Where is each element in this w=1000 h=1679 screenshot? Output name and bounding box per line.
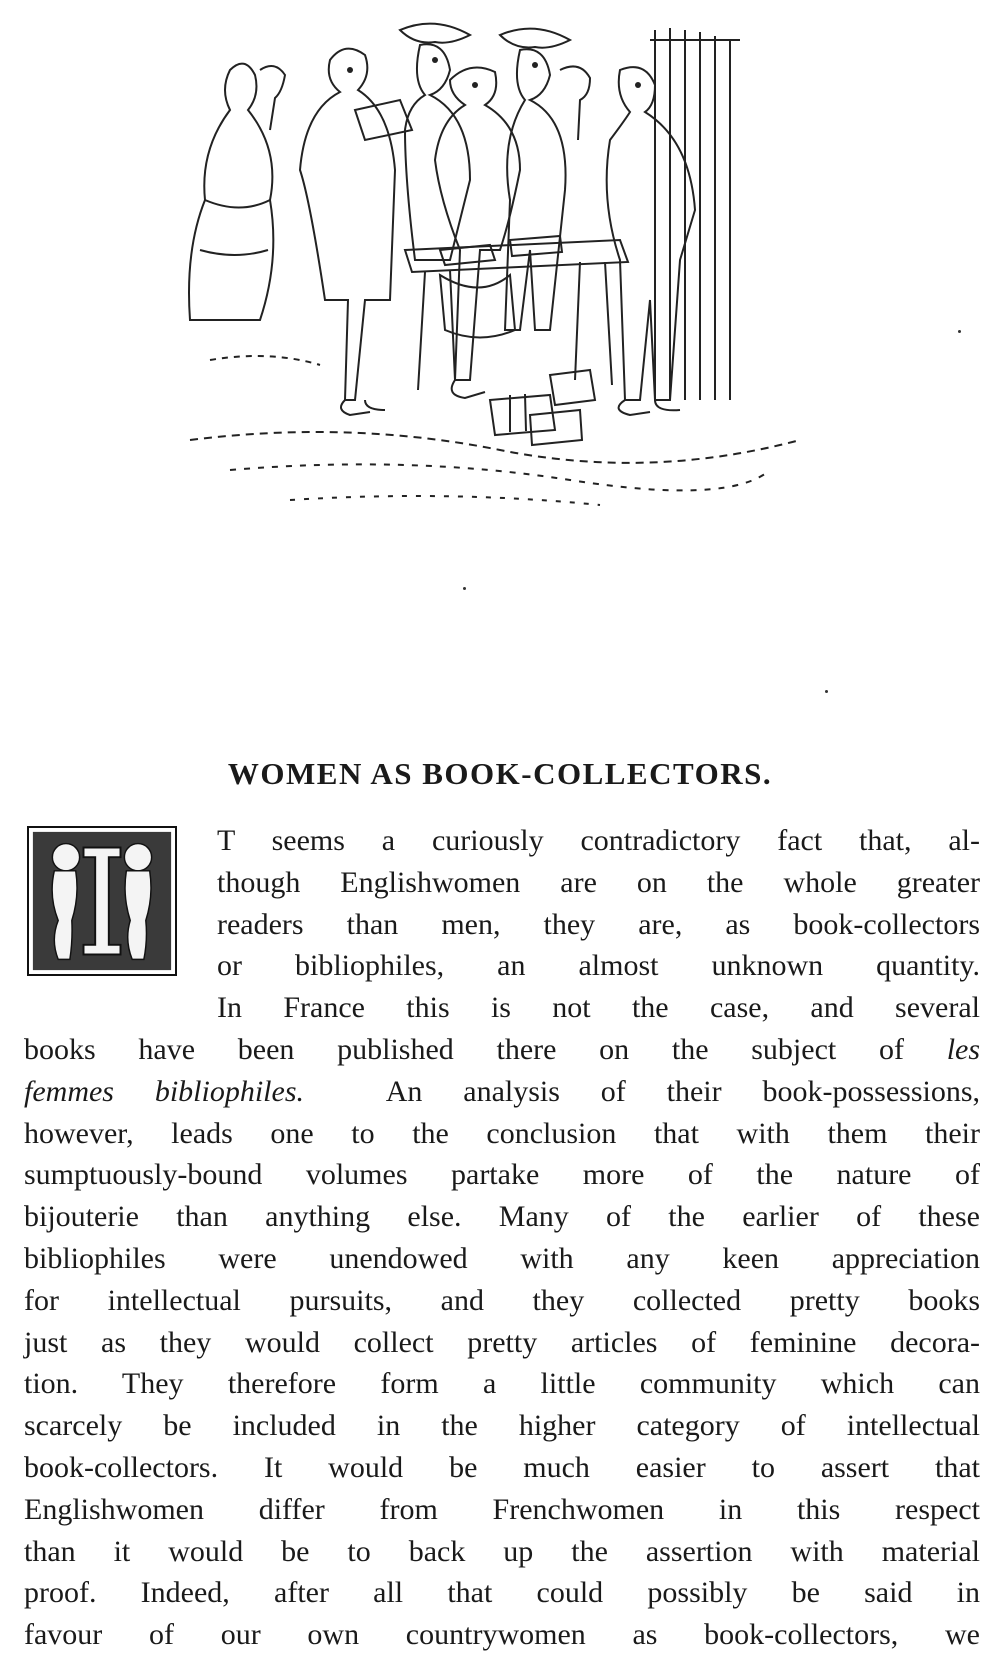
text-line: Englishwomen differ from Frenchwomen in this respect bbox=[24, 1492, 980, 1526]
text-line: than it would be to back up the assertion with material bbox=[24, 1534, 980, 1568]
text-line: however, leads one to the conclusion that with them their bbox=[24, 1116, 980, 1150]
text-line: just as they would collect pretty articles of feminine decora- bbox=[24, 1325, 980, 1359]
text-line: In France this is not the case, and several bbox=[217, 991, 980, 1025]
text-line: though Englishwomen are on the whole greater bbox=[217, 865, 980, 899]
text-line: book-collectors. It would be much easier to assert that bbox=[24, 1450, 980, 1484]
text-line: for intellectual pursuits, and they collected pretty books bbox=[24, 1283, 980, 1317]
text-line bbox=[24, 1071, 980, 1113]
text-line: readers than men, they are, as book-collectors bbox=[217, 907, 980, 941]
text-line: proof. Indeed, after all that could possibly be said in bbox=[24, 1576, 980, 1610]
book-stall-engraving bbox=[150, 0, 840, 580]
print-speck bbox=[463, 587, 466, 590]
page-title: WOMEN AS BOOK-COLLECTORS. bbox=[227, 755, 773, 791]
print-speck bbox=[958, 330, 961, 333]
text-line: tion. They therefore form a little community which can bbox=[24, 1367, 980, 1401]
text-line: bibliophiles were unendowed with any keen appreciation bbox=[24, 1241, 980, 1275]
text-line: bijouterie than anything else. Many of the earlier of these bbox=[24, 1200, 980, 1234]
italic-phrase: femmes bibliophiles. bbox=[24, 1074, 305, 1108]
italic-phrase: les bbox=[946, 1032, 981, 1066]
text-line: favour of our own countrywomen as book-collectors, we bbox=[24, 1618, 980, 1652]
header-illustration bbox=[150, 0, 840, 580]
text-line: or bibliophiles, an almost unknown quantity. bbox=[217, 949, 980, 983]
text-line: sumptuously-bound volumes partake more of the nature of bbox=[24, 1158, 980, 1192]
text-run: books have been published there on the subject of bbox=[24, 1032, 904, 1066]
text-line: T seems a curiously contradictory fact that, al- bbox=[217, 824, 980, 857]
print-speck bbox=[825, 690, 828, 693]
text-run: An analysis of their book-possessions, bbox=[385, 1074, 981, 1108]
text-line bbox=[24, 1029, 980, 1071]
text-line: scarcely be included in the higher category of intellectual bbox=[24, 1409, 980, 1443]
article-body bbox=[24, 820, 980, 1656]
